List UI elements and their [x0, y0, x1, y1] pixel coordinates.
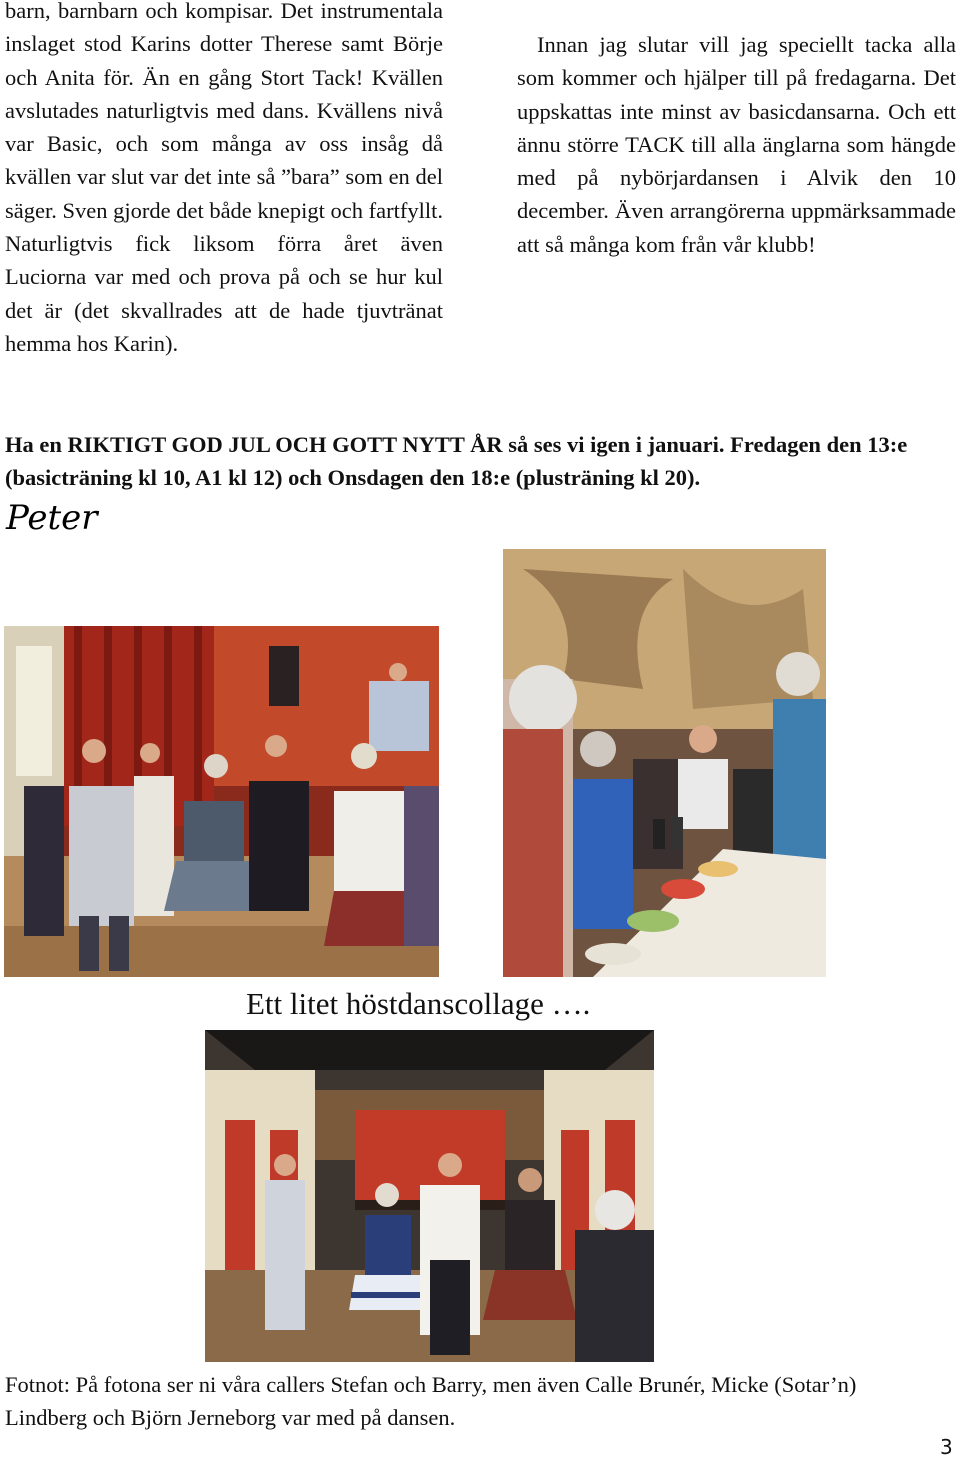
- photo-dancers-red-curtains: [4, 626, 439, 977]
- photo-buffet-table: [503, 549, 826, 977]
- photo-footnote: Fotnot: På fotona ser ni våra callers Stefan och Barry, men även Calle Brunér, Micke (Sotar’n) Lindberg och Björn Jerneborg var med på dansen.: [5, 1372, 857, 1431]
- holiday-greeting: Ha en RIKTIGT GOD JUL OCH GOTT NYTT ÅR så ses vi igen i januari. Fredagen den 13:e (basicträning kl 10, A1 kl 12) och Onsdagen den 18:e (plusträning kl 20).: [5, 432, 908, 491]
- collage-title: Ett litet höstdanscollage ….: [246, 986, 591, 1021]
- page-number: 3: [940, 1435, 953, 1459]
- article-left-column: [5, 0, 443, 360]
- article-paragraph-right: Innan jag slutar vill jag speciellt tacka alla som kommer och hjälper till på fredagarna. Det uppskattas inte minst av basicdansarna. Och ett ännu större TACK till alla änglarna som hängde med på nybörjardansen i Alvik den 10 december. Även arrangörerna uppmärksammade att så många kom från vår klubb!: [517, 32, 956, 257]
- photo-dance-hall: [205, 1030, 654, 1362]
- article-right-column: [517, 28, 956, 261]
- article-paragraph-left: barn, barnbarn och kompisar. Det instrumentala inslaget stod Karins dotter Therese samt Börje och Anita för. Än en gång Stort Tack! Kvällen avslutades naturligtvis med dans. Kvällens nivå var Basic, och som många av oss insåg då kvällen var slut var det inte så ”bara” som en del säger. Sven gjorde det både knepigt och fartfyllt. Naturligtvis fick liksom förra året även Luciorna var med och prova på och se hur kul det är (det skvallrades att de hade tjuvtränat hemma hos Karin).: [5, 0, 443, 356]
- signature: Peter: [6, 498, 98, 538]
